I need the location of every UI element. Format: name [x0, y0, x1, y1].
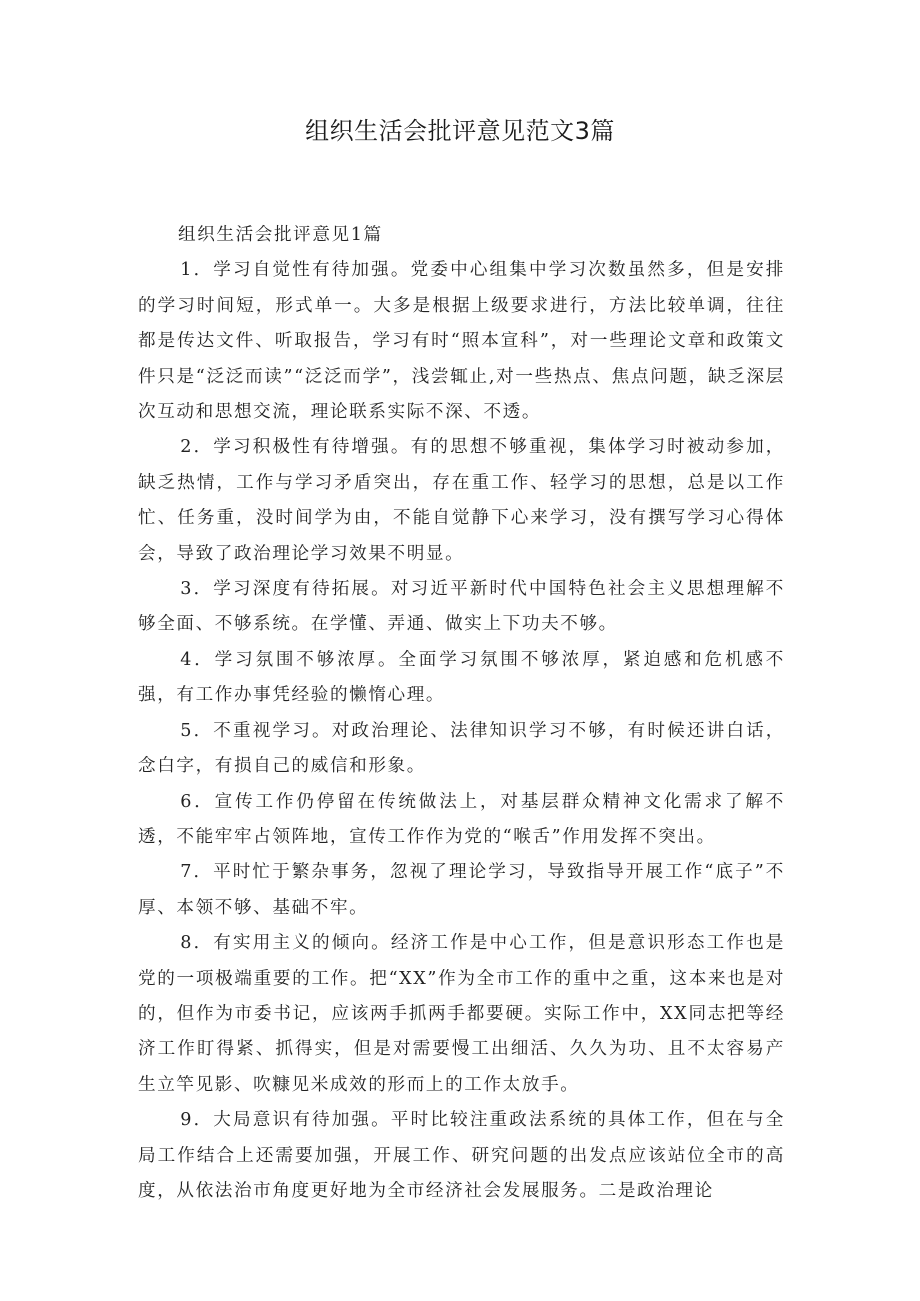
paragraph-7: 7．平时忙于繁杂事务，忽视了理论学习，导致指导开展工作“底子”不厚、本领不够、基础不牢。	[138, 862, 785, 918]
paragraph-5: 5．不重视学习。对政治理论、法律知识学习不够，有时候还讲白话，念白字，有损自己的威信和形象。	[138, 720, 785, 777]
document-title: 组织生活会批评意见范文3篇	[305, 117, 615, 145]
paragraph-4: 4．学习氛围不够浓厚。全面学习氛围不够浓厚，紧迫感和危机感不强，有工作办事凭经验的懒惰心理。	[138, 649, 785, 706]
section-subtitle: 组织生活会批评意见1篇	[178, 225, 383, 245]
paragraph-9: 9．大局意识有待加强。平时比较注重政法系统的具体工作，但在与全局工作结合上还需要加强，开展工作、研究问题的出发点应该站位全市的高度，从依法治市角度更好地为全市经济社会发展服务。二是政治理论	[138, 1110, 785, 1201]
paragraph-1: 1．学习自觉性有待加强。党委中心组集中学习次数虽然多，但是安排的学习时间短，形式单一。大多是根据上级要求进行，方法比较单调，往往都是传达文件、听取报告，学习有时“照本宣科”，对一些理论文章和政策文件只是“泛泛而读”“泛泛而学”，浅尝辄止,对一些热点、焦点问题，缺乏深层次互动和思想交流，理论联系实际不深、不透。	[138, 260, 785, 423]
document-body	[138, 218, 785, 1209]
paragraph-2: 2．学习积极性有待增强。有的思想不够重视，集体学习时被动参加，缺乏热情，工作与学习矛盾突出，存在重工作、轻学习的思想，总是以工作忙、任务重，没时间学为由，不能自觉静下心来学习，没有撰写学习心得体会，导致了政治理论学习效果不明显。	[138, 437, 785, 564]
paragraph-8: 8．有实用主义的倾向。经济工作是中心工作，但是意识形态工作也是党的一项极端重要的工作。把“XX”作为全市工作的重中之重，这本来也是对的，但作为市委书记，应该两手抓两手都要硬。实际工作中，XX同志把等经济工作盯得紧、抓得实，但是对需要慢工出细活、久久为功、且不太容易产生立竿见影、吹糠见米成效的形而上的工作太放手。	[138, 933, 785, 1095]
paragraph-6: 6．宣传工作仍停留在传统做法上，对基层群众精神文化需求了解不透，不能牢牢占领阵地，宣传工作作为党的“喉舌”作用发挥不突出。	[138, 791, 785, 847]
paragraph-3: 3．学习深度有待拓展。对习近平新时代中国特色社会主义思想理解不够全面、不够系统。在学懂、弄通、做实上下功夫不够。	[138, 579, 785, 635]
